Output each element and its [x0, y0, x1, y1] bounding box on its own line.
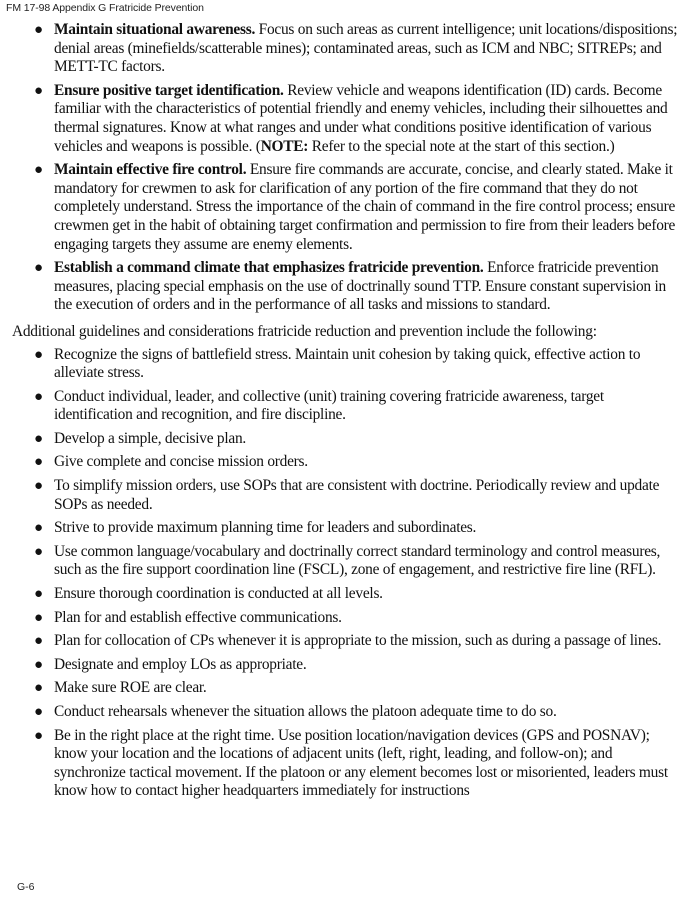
- bullet-icon: ●: [34, 388, 43, 405]
- list-item: [0, 21, 695, 77]
- item-text: Designate and employ LOs as appropriate.: [54, 655, 307, 673]
- item-text: Make sure ROE are clear.: [54, 679, 207, 697]
- item-text: Plan for and establish effective communications.: [54, 608, 342, 626]
- bullet-icon: ●: [34, 727, 43, 744]
- list-item: [0, 388, 695, 425]
- item-text: Conduct individual, leader, and collective (unit) training covering fratricide awareness, target identification and recognition, and fire discipline.: [54, 387, 604, 424]
- note-label: NOTE:: [260, 137, 309, 155]
- item-text: Be in the right place at the right time. Use position location/navigation devices (GPS and POSNAV); know your location and the locations of adjacent units (left, right, leading, and follow-on); and synchronize tactical movement. If the platoon or any element becomes lost or misoriented, leaders must know how to contact higher headquarters immediately for instructions: [54, 726, 668, 800]
- list-item: [0, 609, 695, 628]
- item-text: Use common language/vocabulary and doctrinally correct standard terminology and control measures, such as the fire support coordination line (FSCL), zone of engagement, and restrictive fire line (RFL).: [54, 542, 661, 579]
- item-lead: Maintain situational awareness.: [54, 21, 256, 38]
- list-item: [0, 161, 695, 254]
- running-header: FM 17-98 Appendix G Fratricide Prevention: [6, 2, 204, 14]
- list-item: [0, 632, 695, 651]
- bullet-icon: ●: [34, 478, 43, 495]
- item-text: Enforce fratricide prevention measures, placing special emphasis on the use of doctrinally sound TTP. Ensure constant supervision in the execution of orders and in the performance of all tasks and missions to standard.: [54, 259, 666, 314]
- bullet-icon: ●: [34, 543, 43, 560]
- bullet-icon: ●: [34, 586, 43, 603]
- item-text: To simplify mission orders, use SOPs that are consistent with doctrine. Periodically review and update SOPs as needed.: [54, 477, 660, 513]
- page-content: [0, 21, 695, 806]
- bullet-icon: ●: [34, 704, 43, 720]
- guidelines-list: [0, 346, 695, 801]
- list-item: [0, 477, 695, 514]
- page-number: G-6: [17, 881, 35, 893]
- item-text: Ensure fire commands are accurate, concise, and clearly stated. Make it mandatory for crewmen to ask for clarification of any portion of the fire command that they do not completely understand. Stress the importance of the chain of command in the fire control process; ensure crewmen get in the habit of obtaining target confirmation and permission to fire from their leaders before engaging targets they assume are enemy elements.: [54, 161, 676, 253]
- bullet-icon: ●: [34, 680, 43, 697]
- list-item: [0, 453, 695, 472]
- intro-paragraph: Additional guidelines and considerations fratricide reduction and prevention include the following:: [12, 322, 597, 340]
- key-measures-list: [0, 21, 695, 315]
- list-item: [0, 585, 695, 604]
- bullet-icon: ●: [34, 430, 43, 447]
- list-item: [0, 519, 695, 538]
- item-lead: Establish a command climate that emphasizes fratricide prevention.: [54, 259, 484, 277]
- item-text: Conduct rehearsals whenever the situation allows the platoon adequate time to do so.: [54, 703, 557, 720]
- item-lead: Ensure positive target identification.: [54, 81, 284, 99]
- item-text: Plan for collocation of CPs whenever it is appropriate to the mission, such as during a passage of lines.: [54, 632, 662, 650]
- item-text: Strive to provide maximum planning time for leaders and subordinates.: [54, 519, 477, 537]
- bullet-icon: ●: [34, 22, 43, 38]
- bullet-icon: ●: [34, 633, 43, 650]
- bullet-icon: ●: [34, 656, 43, 673]
- item-text: Review vehicle and weapons identification (ID) cards. Become familiar with the characteristics of potential friendly and enemy vehicles, including their silhouettes and thermal signatures. Know at what ranges and under what conditions positive identification of various vehicles and weapons is possible. (: [54, 81, 668, 155]
- item-lead: Maintain effective fire control.: [54, 161, 247, 179]
- bullet-icon: ●: [34, 346, 43, 363]
- bullet-icon: ●: [34, 82, 43, 99]
- note-text: Refer to the special note at the start of this section.): [308, 137, 615, 155]
- list-item: [0, 259, 695, 315]
- item-text: Focus on such areas as current intelligence; unit locations/dispositions; denial areas (minefields/scatterable mines); contaminated areas, such as ICM and NBC; SITREPs; and METT-TC factors.: [54, 21, 678, 76]
- list-item: [0, 727, 695, 801]
- list-item: [0, 656, 695, 675]
- list-item: [0, 82, 695, 156]
- list-item: [0, 543, 695, 580]
- list-item: [0, 430, 695, 449]
- list-item: [0, 703, 695, 722]
- list-item: [0, 679, 695, 698]
- list-item: [0, 346, 695, 383]
- bullet-icon: ●: [34, 260, 43, 277]
- item-text: Give complete and concise mission orders.: [54, 453, 308, 471]
- bullet-icon: ●: [34, 454, 43, 471]
- bullet-icon: ●: [34, 520, 43, 537]
- item-text: Develop a simple, decisive plan.: [54, 429, 247, 447]
- bullet-icon: ●: [34, 609, 43, 626]
- item-text: Ensure thorough coordination is conducted at all levels.: [54, 585, 383, 603]
- bullet-icon: ●: [34, 162, 43, 179]
- item-text: Recognize the signs of battlefield stress. Maintain unit cohesion by taking quick, effective action to alleviate stress.: [54, 345, 641, 382]
